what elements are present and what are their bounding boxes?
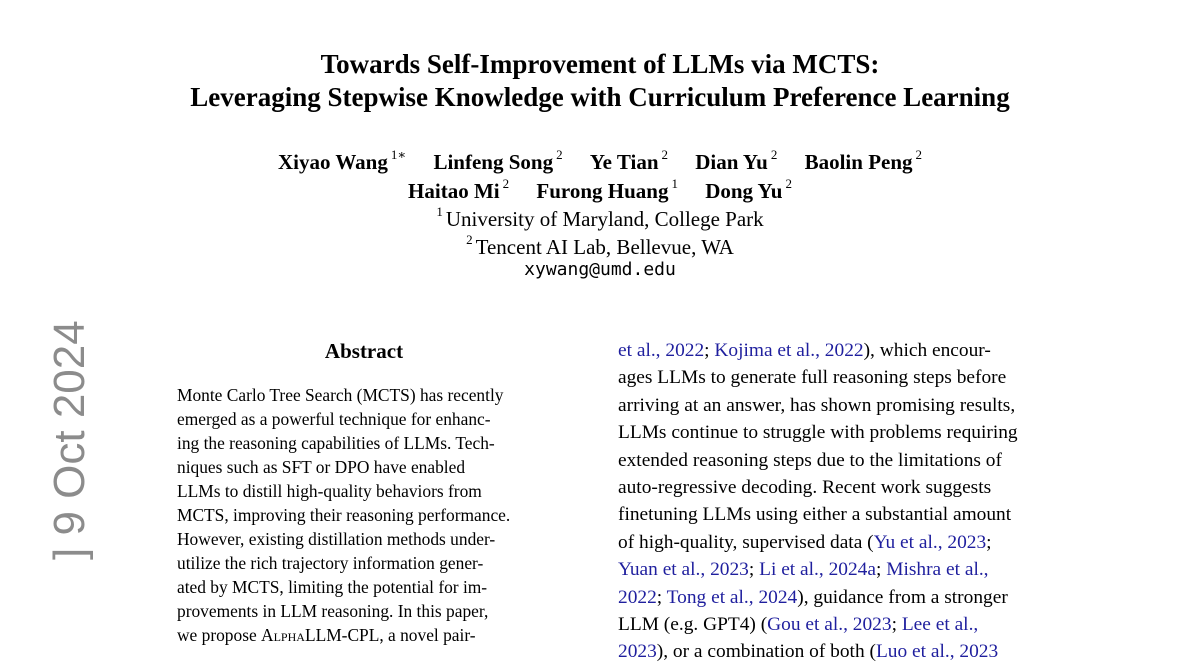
abstract-line: utilize the rich trajectory information gener- (177, 553, 484, 573)
body-text: ; (986, 532, 992, 553)
body-text: ), or a combination of both ( (656, 641, 876, 662)
citation-link[interactable]: Yuan et al., 2023 (618, 559, 749, 580)
affiliation (0, 228, 1200, 261)
abstract-text: , a novel pair- (379, 625, 476, 645)
body-text: ; (891, 614, 902, 635)
body-line: auto-regressive decoding. Recent work suggests (618, 477, 992, 498)
body-line (618, 337, 1058, 364)
author-affiliation-mark: 2 (556, 147, 563, 162)
citation-link[interactable]: 2023 (618, 641, 657, 662)
author-name: Ye Tian (589, 150, 659, 174)
body-line (618, 611, 1058, 638)
author-affiliation-mark: 1∗ (390, 147, 407, 162)
citation-link[interactable]: et al., 2022 (618, 340, 705, 361)
author-name: Xiyao Wang (277, 150, 388, 174)
author-name: Baolin Peng (804, 150, 913, 174)
contact-email: xywang@umd.edu (524, 259, 676, 280)
body-text: ; (704, 340, 715, 361)
affiliation-number: 1 (436, 204, 443, 219)
citation-link[interactable]: Tong et al., 2024 (666, 587, 798, 608)
author-affiliation-mark: 2 (502, 176, 510, 191)
author-affiliation-mark: 2 (661, 147, 669, 162)
author-affiliation-mark: 2 (770, 147, 778, 162)
citation-link[interactable]: Yu et al., 2023 (873, 532, 987, 553)
affiliation-text: University of Maryland, College Park (445, 207, 764, 231)
citation-link[interactable]: Luo et al., 2023 (875, 641, 999, 662)
abstract-line: LLMs to distill high-quality behaviors from (177, 481, 482, 501)
abstract-line: ing the reasoning capabilities of LLMs. Tech- (177, 433, 495, 453)
citation-link[interactable]: Gou et al., 2023 (767, 614, 892, 635)
abstract-text: we propose (177, 625, 262, 645)
citation-link[interactable]: Kojima et al., 2022 (714, 340, 864, 361)
body-text: ; (875, 559, 887, 580)
citation-link[interactable]: Lee et al., (901, 614, 979, 635)
citation-link[interactable]: Li et al., 2024a (759, 559, 876, 580)
abstract-line: Monte Carlo Tree Search (MCTS) has recently (177, 385, 504, 405)
author-affiliation-mark: 2 (915, 147, 923, 162)
author-affiliation-mark: 2 (785, 176, 792, 191)
abstract-line: niques such as SFT or DPO have enabled (177, 457, 466, 477)
body-line: LLMs continue to struggle with problems requiring (618, 422, 1018, 443)
body-text: LLM (e.g. GPT4) ( (618, 614, 768, 635)
author-name: Haitao Mi (408, 179, 500, 203)
body-line (618, 584, 1058, 611)
body-line: finetuning LLMs using either a substantial amount (618, 504, 1012, 525)
affiliation-number: 2 (466, 232, 473, 247)
author-name: Dong Yu (705, 179, 783, 203)
paper-title-line-1: Towards Self-Improvement of LLMs via MCTS: (320, 49, 880, 79)
author-name: Furong Huang (536, 179, 669, 203)
body-text: of high-quality, supervised data ( (618, 532, 874, 553)
author-affiliation-mark: 1 (671, 176, 678, 191)
abstract-heading: Abstract (324, 339, 404, 363)
abstract-line: ated by MCTS, limiting the potential for im- (177, 577, 488, 597)
body-line (618, 529, 1058, 556)
body-text: ; (748, 559, 760, 580)
body-line: ages LLMs to generate full reasoning steps before (618, 367, 1007, 388)
body-line (618, 556, 1058, 583)
paper-title-line-2: Leveraging Stepwise Knowledge with Curriculum Preference Learning (190, 82, 1010, 112)
method-name: AlphaLLM-CPL (261, 625, 380, 645)
body-text: ; (656, 587, 667, 608)
author-name: Linfeng Song (433, 150, 554, 174)
abstract-line: MCTS, improving their reasoning performance. (177, 505, 511, 525)
body-text: ), guidance from a stronger (797, 587, 1008, 608)
abstract-line: However, existing distillation methods under- (177, 529, 496, 549)
citation-link[interactable]: Mishra et al., (886, 559, 989, 580)
citation-link[interactable]: 2022 (618, 587, 657, 608)
abstract-line: provements in LLM reasoning. In this paper, (177, 601, 489, 621)
abstract-line: emerged as a powerful technique for enhanc- (177, 409, 491, 429)
body-text: ), which encour- (863, 340, 991, 361)
abstract-line (177, 623, 551, 647)
author-name: Dian Yu (695, 150, 768, 174)
body-line: extended reasoning steps due to the limitations of (618, 450, 1002, 471)
arxiv-side-stamp: ] 9 Oct 2024 (45, 320, 94, 560)
affiliation-text: Tencent AI Lab, Bellevue, WA (475, 235, 734, 259)
body-line: arriving at an answer, has shown promising results, (618, 395, 1016, 416)
body-line (618, 638, 1058, 665)
